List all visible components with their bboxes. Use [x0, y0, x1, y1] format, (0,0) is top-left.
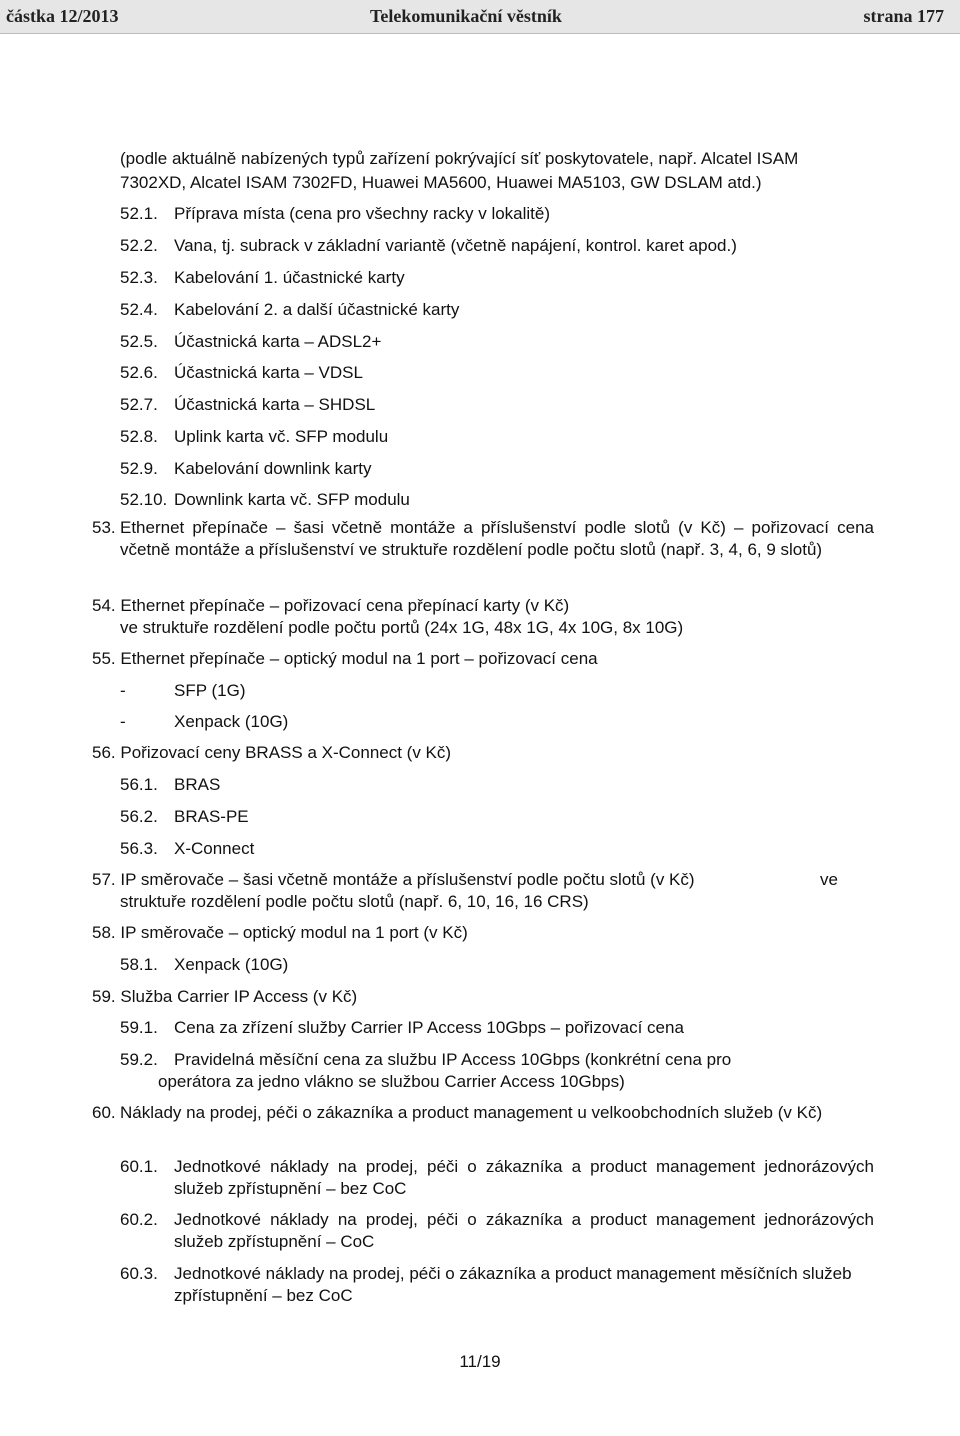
sub-item-continuation: operátora za jedno vlákno se službou Carrier Access 10Gbps)	[158, 1072, 625, 1091]
page-number: 11/19	[459, 1352, 501, 1371]
sub-item: 60.2. Jednotkové náklady na prodej, péči o zákazníka a product management jednorázových služeb zpřístupnění – CoC	[120, 1210, 874, 1251]
list-item: 55. Ethernet přepínače – optický modul na 1 port – pořizovací cena	[92, 649, 598, 668]
list-item-continuation: struktuře rozdělení podle počtu slotů (např. 6, 10, 16, 16 CRS)	[120, 892, 589, 911]
header-issue: částka 12/2013	[6, 6, 119, 26]
list-item-continuation: ve struktuře rozdělení podle počtu portů (24x 1G, 48x 1G, 4x 10G, 8x 10G)	[120, 618, 684, 637]
list-item: 58. IP směrovače – optický modul na 1 port (v Kč)	[92, 923, 468, 942]
list-item-line-end: ve	[820, 870, 838, 889]
list-item: 53. Ethernet přepínače – šasi včetně montáže a příslušenství podle slotů (v Kč) – pořizovací cena včetně montáže a příslušenství ve struktuře rozdělení podle počtu slotů (např. 3, 4, 6, 9 slotů)	[92, 518, 874, 559]
list-item: 59. Služba Carrier IP Access (v Kč)	[92, 987, 358, 1006]
list-item: 54. Ethernet přepínače – pořizovací cena přepínací karty (v Kč)	[92, 596, 570, 615]
header-title: Telekomunikační věstník	[370, 6, 562, 26]
sub-item: 60.3. Jednotkové náklady na prodej, péči o zákazníka a product management měsíčních služeb zpřístupnění – bez CoC	[120, 1264, 852, 1305]
intro-line-2: 7302XD, Alcatel ISAM 7302FD, Huawei MA5600, Huawei MA5103, GW DSLAM atd.)	[120, 173, 762, 192]
page-header	[0, 0, 960, 34]
intro-line-1: (podle aktuálně nabízených typů zařízení pokrývající síť poskytovatele, např. Alcatel ISAM	[120, 149, 799, 168]
list-item: 60. Náklady na prodej, péči o zákazníka a product management u velkoobchodních služeb (v Kč)	[92, 1103, 823, 1122]
sub-item: 60.1. Jednotkové náklady na prodej, péči o zákazníka a product management jednorázových služeb zpřístupnění – bez CoC	[120, 1157, 874, 1198]
list-item: 56. Pořizovací ceny BRASS a X-Connect (v Kč)	[92, 743, 452, 762]
list-item: 57. IP směrovače – šasi včetně montáže a příslušenství podle počtu slotů (v Kč)	[92, 870, 695, 889]
header-page: strana 177	[863, 6, 944, 26]
